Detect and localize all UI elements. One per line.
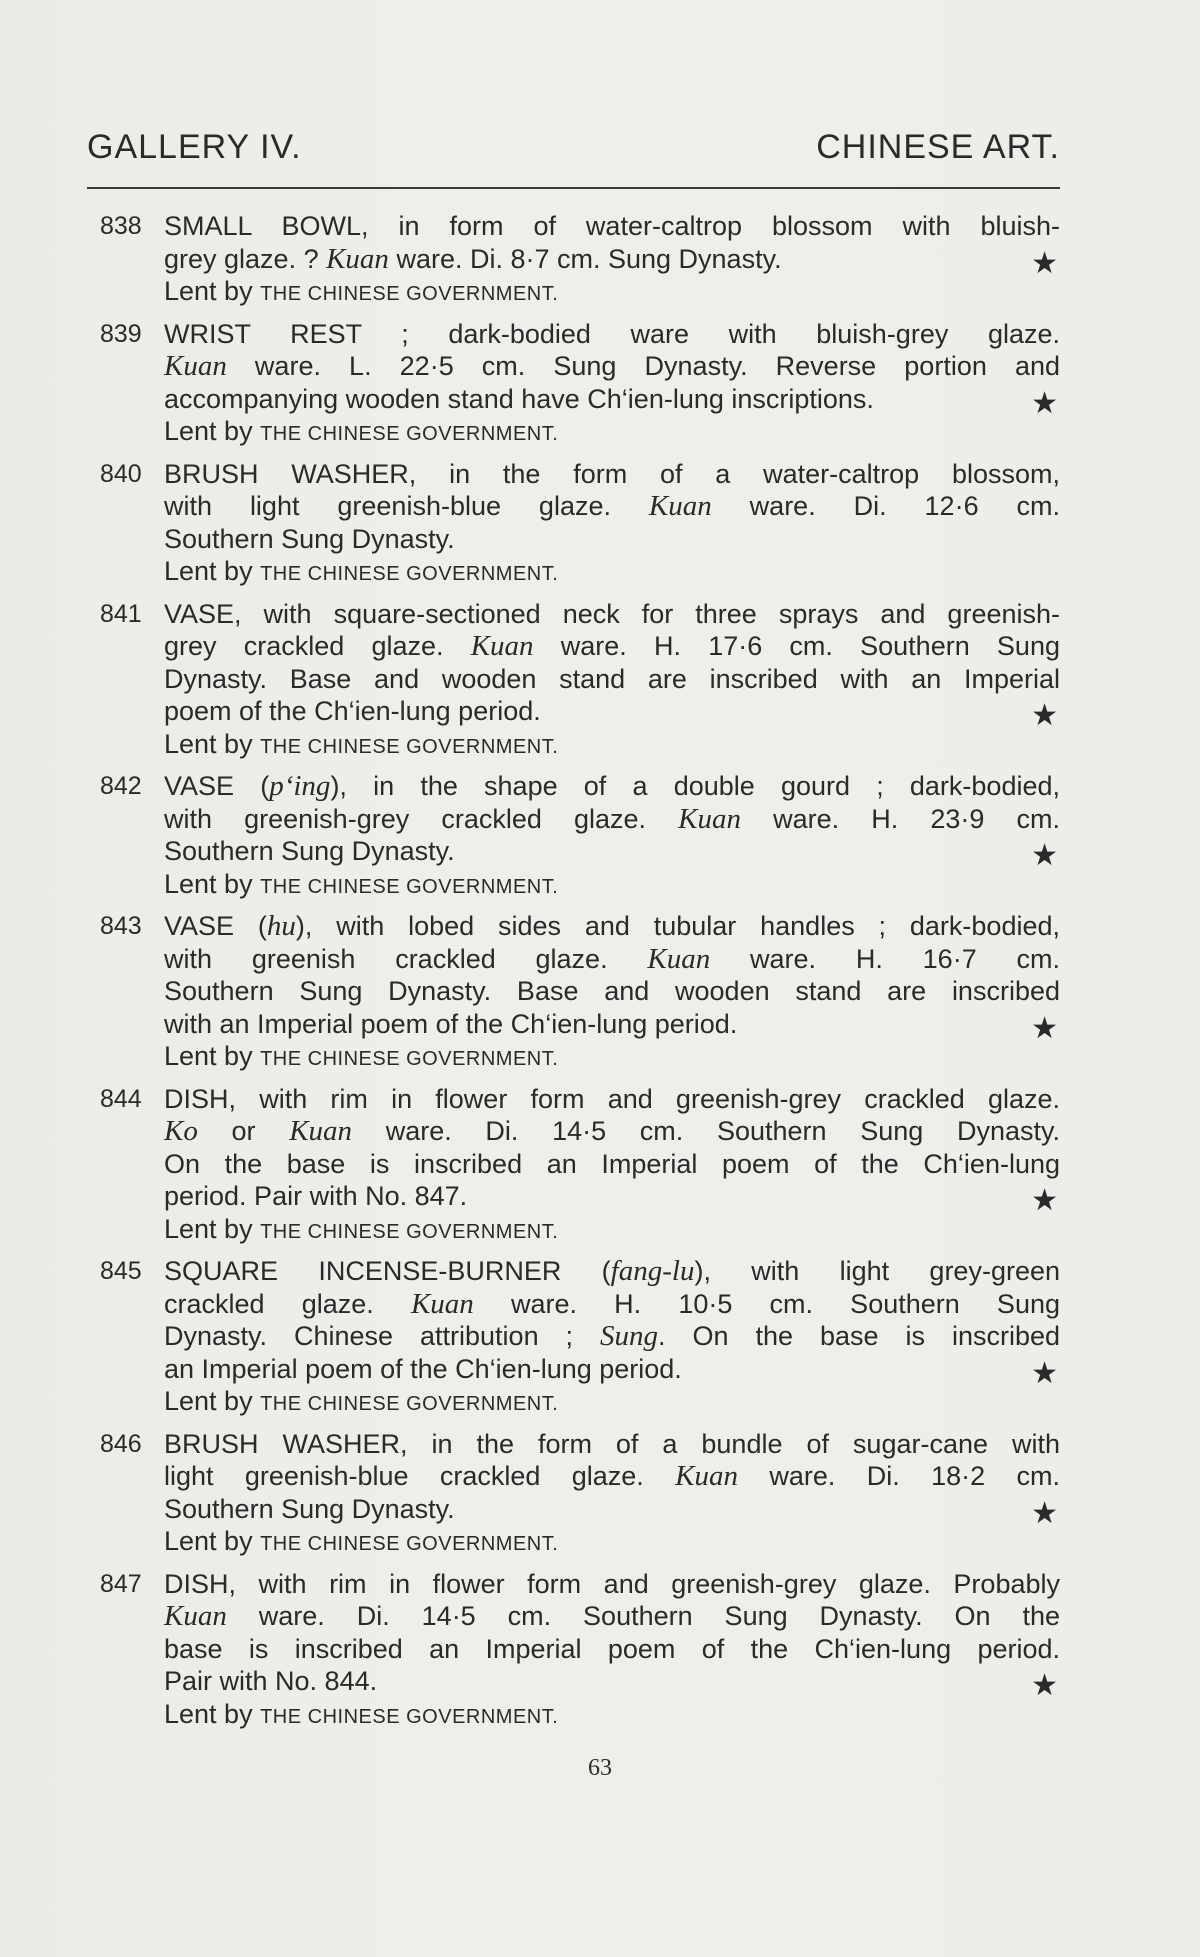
entry-line: VASE (hu), with lobed sides and tubular handles ; dark-bodied,	[164, 910, 1060, 942]
entry-line: light greenish-blue crackled glaze. Kuan ware. Di. 18·2 cm.	[164, 1460, 1061, 1492]
catalogue-entries	[100, 210, 1060, 1740]
star-icon: ★	[1031, 1184, 1058, 1217]
star-icon: ★	[1031, 839, 1058, 872]
entry-line: with greenish-grey crackled glaze. Kuan ware. H. 23·9 cm.	[164, 802, 1060, 835]
catalogue-entry	[100, 458, 1060, 591]
entry-line: Dynasty. Chinese attribution ; Sung. On the base is inscribed	[164, 1320, 1060, 1352]
star-icon: ★	[1031, 1356, 1058, 1390]
star-icon: ★	[1031, 1496, 1058, 1530]
catalogue-entry	[100, 1255, 1060, 1421]
entry-line: grey glaze. ? Kuan ware. Di. 8·7 cm. Sung Dynasty. ★	[164, 242, 1058, 280]
entry-number: 847	[100, 1569, 142, 1598]
running-head-section: CHINESE ART.	[816, 128, 1060, 166]
entry-line: Kuan ware. Di. 14·5 cm. Southern Sung Dynasty. On the	[164, 1600, 1060, 1632]
lender-line: Lent by THE CHINESE GOVERNMENT.	[164, 276, 559, 306]
entry-line: with greenish crackled glaze. Kuan ware. H. 16·7 cm.	[164, 942, 1060, 975]
star-icon: ★	[1031, 1011, 1058, 1045]
entry-number: 839	[100, 319, 142, 348]
entry-line: Ko or Kuan ware. Di. 14·5 cm. Southern Sung Dynasty.	[164, 1115, 1060, 1147]
entry-line: with an Imperial poem of the Ch‘ien-lung period. ★	[164, 1008, 1058, 1045]
lender-line: Lent by THE CHINESE GOVERNMENT.	[164, 1386, 559, 1416]
entry-line: Southern Sung Dynasty.	[164, 523, 455, 554]
entry-line: Dynasty. Base and wooden stand are inscribed with an Imperial	[164, 663, 1060, 694]
entry-line: VASE, with square-sectioned neck for three sprays and greenish-	[164, 598, 1060, 629]
star-icon: ★	[1031, 246, 1058, 280]
entry-number: 838	[100, 212, 142, 240]
entry-line: an Imperial poem of the Ch‘ien-lung period. ★	[164, 1353, 1058, 1390]
entry-number: 842	[100, 772, 142, 800]
lender-line: Lent by THE CHINESE GOVERNMENT.	[164, 1698, 559, 1729]
entry-line: poem of the Ch‘ien-lung period. ★	[164, 696, 1058, 732]
entry-line: BRUSH WASHER, in the form of a bundle of sugar-cane with	[164, 1428, 1060, 1459]
entry-number: 846	[100, 1429, 142, 1458]
catalogue-entry	[100, 318, 1060, 451]
entry-line: DISH, with rim in flower form and greenish-grey crackled glaze.	[164, 1083, 1060, 1114]
entry-line: Southern Sung Dynasty. ★	[164, 1493, 1058, 1530]
entry-line: Southern Sung Dynasty. ★	[164, 836, 1058, 872]
entry-line: grey crackled glaze. Kuan ware. H. 17·6 cm. Southern Sung	[164, 630, 1060, 662]
entry-line: Kuan ware. L. 22·5 cm. Sung Dynasty. Reverse portion and	[164, 350, 1060, 382]
star-icon: ★	[1031, 1669, 1058, 1702]
lender-line: Lent by THE CHINESE GOVERNMENT.	[164, 728, 559, 759]
star-icon: ★	[1031, 386, 1058, 420]
catalogue-entry	[100, 598, 1060, 764]
lender-line: Lent by THE CHINESE GOVERNMENT.	[164, 868, 559, 899]
entry-line: SQUARE INCENSE-BURNER (fang-lu), with light grey-green	[164, 1255, 1060, 1287]
header-rule	[87, 187, 1060, 189]
entry-line: SMALL BOWL, in form of water-caltrop blossom with bluish-	[164, 211, 1060, 241]
entry-number: 845	[100, 1257, 142, 1285]
entry-line: Pair with No. 844. ★	[164, 1666, 1058, 1702]
entry-number: 841	[100, 599, 142, 628]
lender-line: Lent by THE CHINESE GOVERNMENT.	[164, 416, 559, 446]
running-head-gallery: GALLERY IV.	[87, 128, 302, 166]
catalogue-entry	[100, 910, 1060, 1076]
entry-line: crackled glaze. Kuan ware. H. 10·5 cm. Southern Sung	[164, 1287, 1060, 1320]
entry-number: 843	[100, 912, 142, 940]
lender-line: Lent by THE CHINESE GOVERNMENT.	[164, 1041, 559, 1071]
lender-line: Lent by THE CHINESE GOVERNMENT.	[164, 1526, 559, 1556]
catalogue-entry	[100, 1083, 1060, 1249]
star-icon: ★	[1031, 699, 1058, 732]
entry-line: Southern Sung Dynasty. Base and wooden stand are inscribed	[164, 976, 1060, 1006]
page-number: 63	[588, 1755, 612, 1781]
entry-line: accompanying wooden stand have Ch‘ien-lung inscriptions. ★	[164, 383, 1058, 420]
catalogue-entry	[100, 770, 1060, 903]
entry-line: base is inscribed an Imperial poem of the Ch‘ien-lung period.	[164, 1633, 1060, 1664]
entry-line: with light greenish-blue glaze. Kuan ware. Di. 12·6 cm.	[164, 490, 1060, 522]
entry-line: VASE (p‘ing), in the shape of a double gourd ; dark-bodied,	[164, 770, 1060, 802]
entry-line: WRIST REST ; dark-bodied ware with bluish-grey glaze.	[164, 318, 1060, 349]
entry-line: period. Pair with No. 847. ★	[164, 1181, 1058, 1217]
lender-line: Lent by THE CHINESE GOVERNMENT.	[164, 1213, 559, 1244]
catalogue-entry	[100, 1428, 1060, 1561]
entry-number: 844	[100, 1084, 142, 1113]
entry-line: On the base is inscribed an Imperial poem of the Ch‘ien-lung	[164, 1148, 1060, 1179]
entry-number: 840	[100, 459, 142, 488]
catalogue-entry	[100, 210, 1060, 311]
catalogue-entry	[100, 1568, 1060, 1734]
entry-line: BRUSH WASHER, in the form of a water-caltrop blossom,	[164, 458, 1060, 489]
entry-line: DISH, with rim in flower form and greenish-grey glaze. Probably	[164, 1568, 1060, 1599]
lender-line: Lent by THE CHINESE GOVERNMENT.	[164, 556, 559, 586]
